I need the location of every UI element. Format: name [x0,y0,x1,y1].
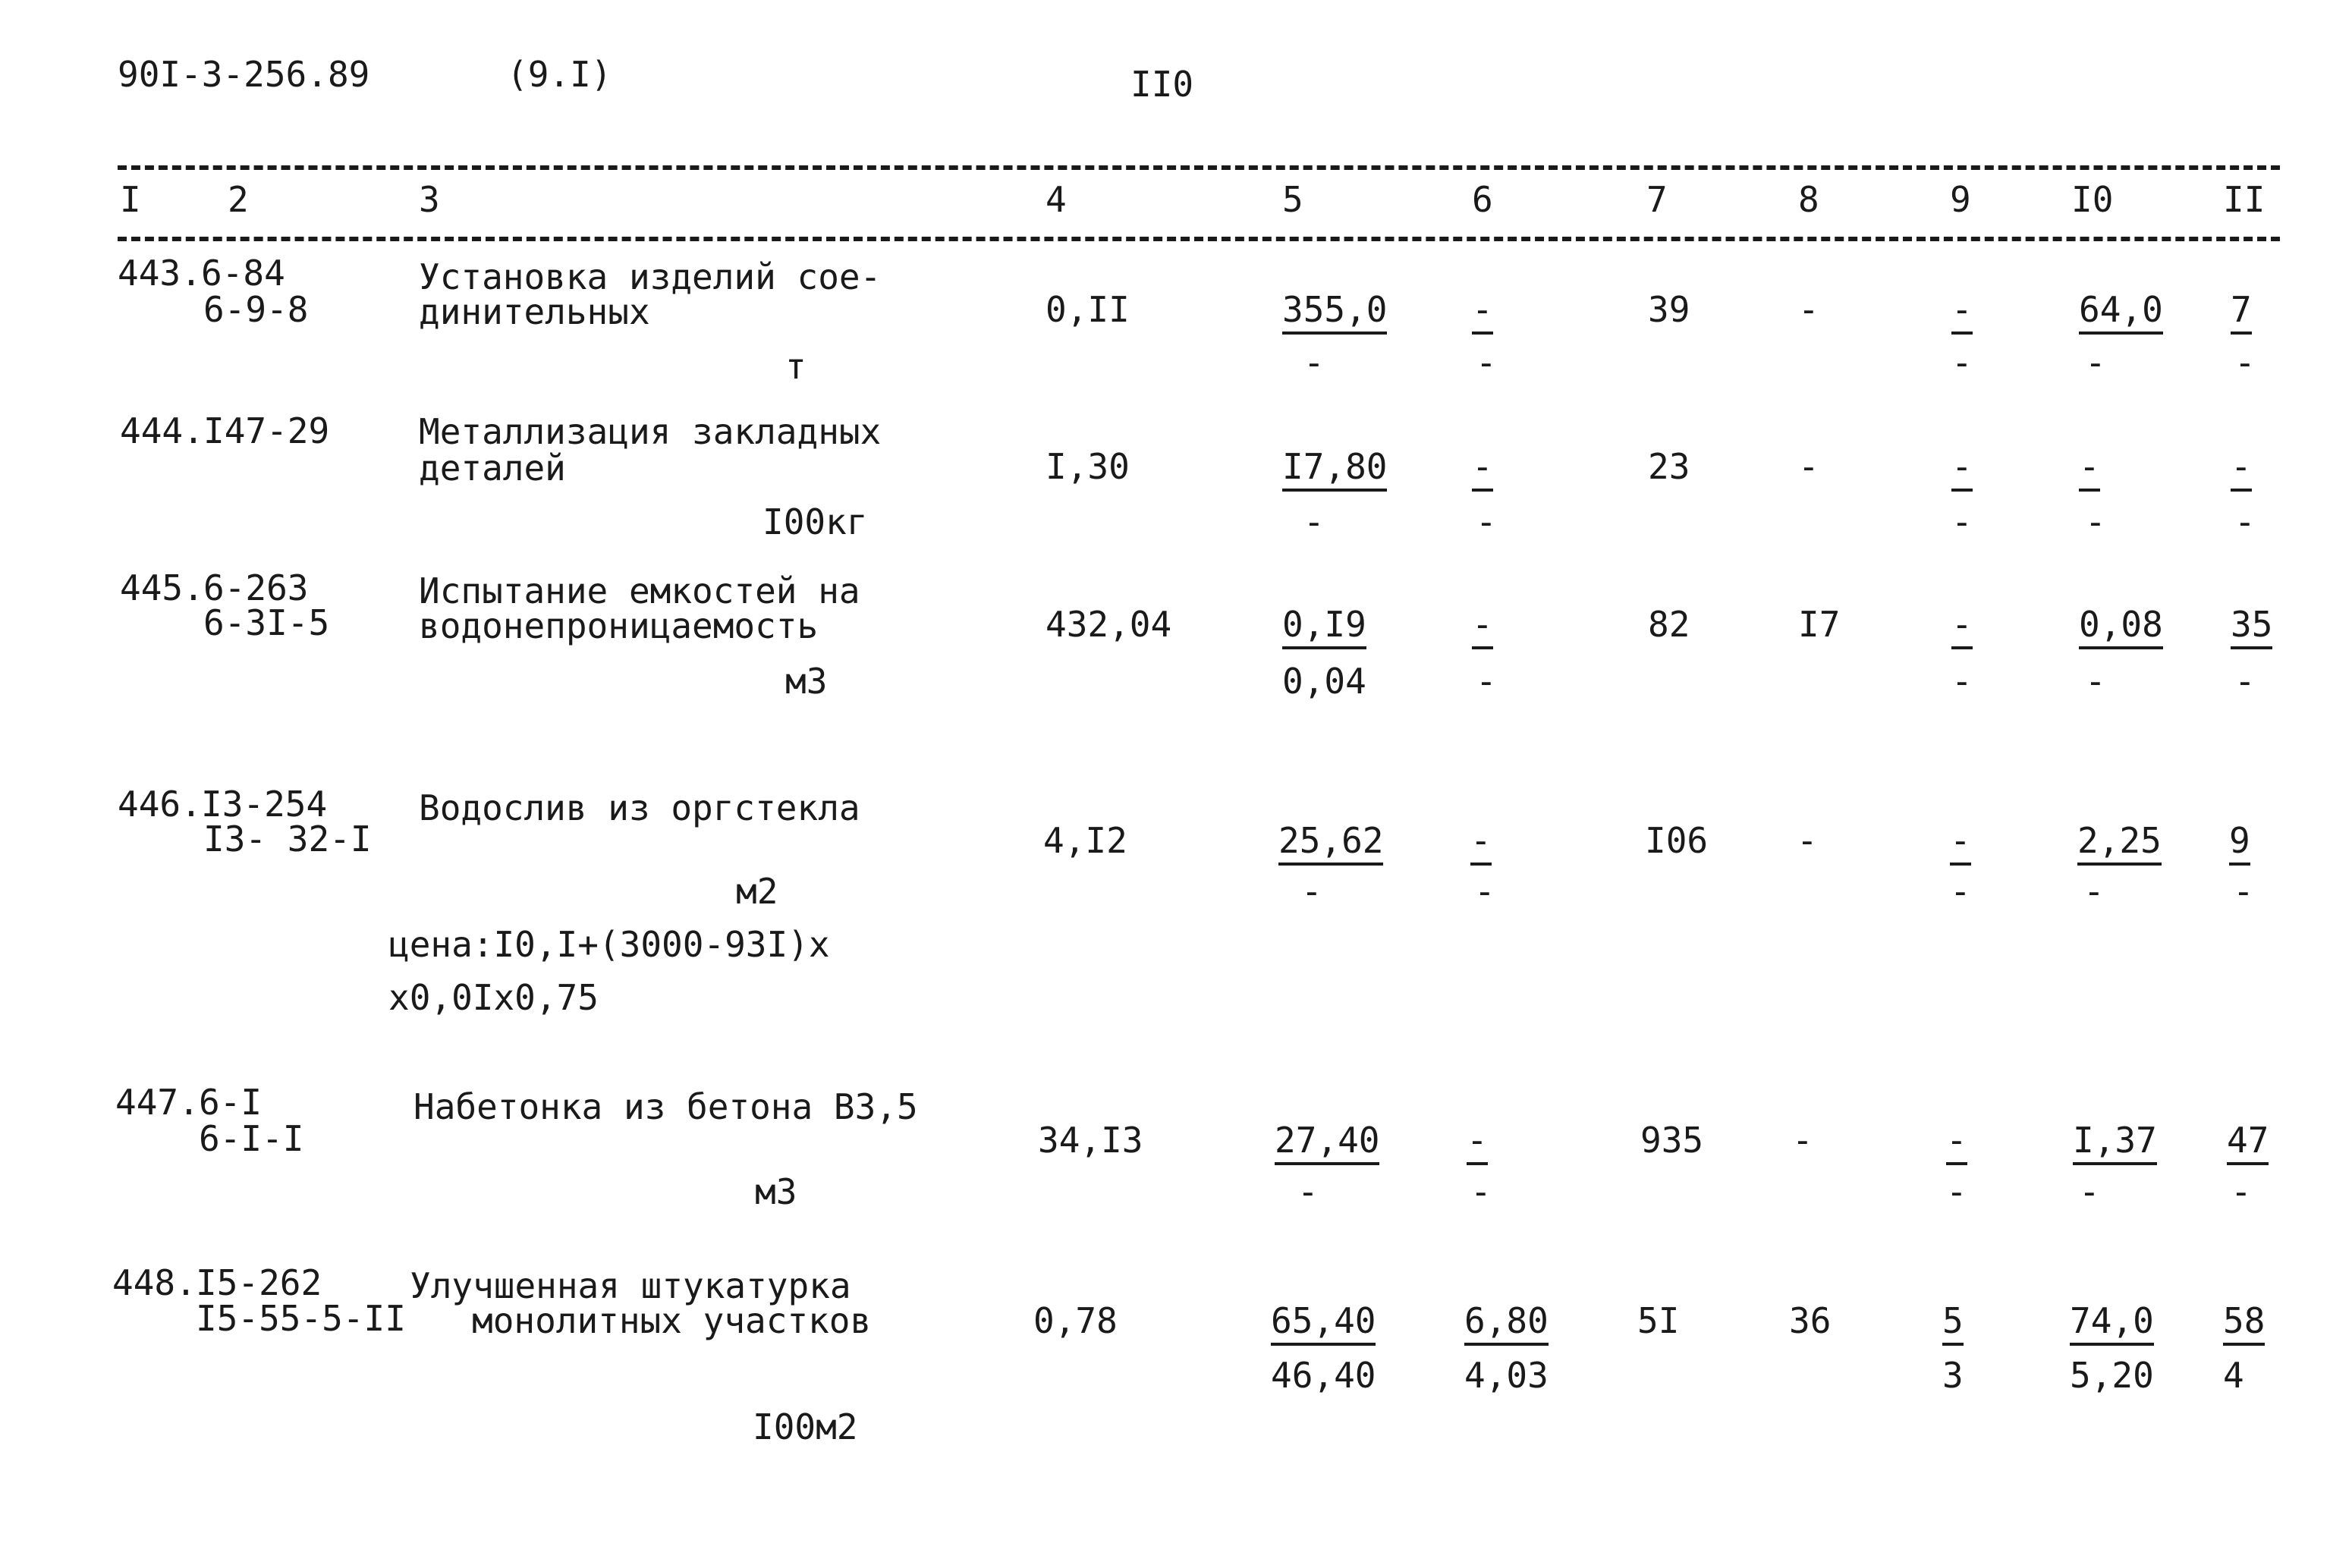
col6-sub: - [1474,871,1495,912]
col7-value: 82 [1648,604,1690,645]
norm-code-sub: 6-3I-5 [203,602,330,643]
col5-value: 65,40 [1271,1303,1376,1346]
col7-value: 5I [1637,1300,1680,1341]
norm-code: 6-I [199,1082,263,1123]
unit-label: м3 [755,1171,797,1212]
col6-sub: - [1476,342,1497,383]
price-note-cont: x0,0Ix0,75 [388,977,599,1018]
col8-value: I7 [1798,604,1841,645]
col5-sub: - [1303,501,1325,542]
column-header-2: 2 [228,179,249,220]
norm-code-sub: I5-55-5-II [196,1298,406,1339]
col6-value: - [1470,823,1492,866]
col10-value: 0,08 [2079,607,2163,649]
col11-value: 9 [2229,823,2250,866]
work-description-cont: монолитных участков [472,1300,872,1341]
work-description: Улучшенная штукатурка [410,1265,851,1306]
col6-value: - [1472,292,1493,335]
quantity: 432,04 [1046,604,1172,645]
col5-sub: 46,40 [1271,1355,1376,1396]
col5-value: I7,80 [1282,449,1387,492]
column-header-6: 6 [1472,179,1493,220]
col10-value: - [2079,449,2100,492]
row-number: 448. [112,1262,197,1303]
column-header-9: 9 [1950,179,1971,220]
col11-value: - [2231,449,2252,492]
col5-sub: - [1301,871,1322,912]
col6-value: - [1472,607,1493,649]
col10-sub: - [2083,871,2105,912]
col9-value: - [1951,607,1973,649]
page-number: II0 [1130,64,1194,105]
document-code: 90I-3-256.89 [118,54,370,95]
col9-sub: - [1951,661,1973,702]
col11-value: 35 [2231,607,2272,649]
col8-value: - [1798,289,1819,330]
norm-code-sub: I3- 32-I [203,819,372,859]
work-description: Испытание емкостей на [419,570,860,611]
quantity: 4,I2 [1043,820,1127,861]
unit-label: I00кг [763,501,868,542]
col11-value: 47 [2227,1123,2269,1165]
col8-value: - [1792,1120,1813,1161]
col7-value: 39 [1648,289,1690,330]
column-header-5: 5 [1282,179,1303,220]
work-description-cont: динительных [419,291,650,332]
col11-sub: - [2234,501,2256,542]
col5-sub: - [1297,1171,1319,1212]
section-number: (9.I) [507,54,612,95]
work-description-cont: водонепроницаемость [419,605,819,646]
quantity: I,30 [1046,446,1130,487]
col9-value: - [1950,823,1971,866]
unit-label: I00м2 [753,1406,858,1447]
row-number: 444. [120,410,204,451]
col6-value: - [1472,449,1493,492]
work-description: Набетонка из бетона В3,5 [413,1086,918,1127]
col10-value: I,37 [2073,1123,2157,1165]
col9-value: - [1946,1123,1967,1165]
col6-value: 6,80 [1464,1303,1549,1346]
price-note: цена:I0,I+(3000-93I)x [388,924,830,965]
work-description-cont: деталей [419,448,566,489]
col10-sub: - [2079,1171,2100,1212]
column-header-4: 4 [1046,179,1067,220]
header-bottom-rule [118,237,2280,241]
col5-value: 0,I9 [1282,607,1366,649]
col11-sub: - [2231,1171,2252,1212]
col10-sub: 5,20 [2070,1355,2154,1396]
col7-value: 935 [1640,1120,1704,1161]
col7-value: I06 [1645,820,1709,861]
norm-code: I5-262 [196,1262,322,1303]
quantity: 0,78 [1033,1300,1118,1341]
work-description: Водослив из оргстекла [419,787,860,828]
header-top-rule [118,165,2280,170]
work-description: Установка изделий сое- [419,256,882,297]
col9-sub: 3 [1942,1355,1964,1396]
column-header-7: 7 [1646,179,1668,220]
col7-value: 23 [1648,446,1690,487]
col6-sub: - [1470,1171,1492,1212]
row-number: 446. [118,784,202,825]
col10-sub: - [2085,501,2106,542]
quantity: 0,II [1046,289,1130,330]
col5-value: 355,0 [1282,292,1387,335]
col11-sub: - [2234,342,2256,383]
col8-value: - [1798,446,1819,487]
column-header-3: 3 [419,179,440,220]
column-header-1: I [120,179,141,220]
col9-value: - [1951,449,1973,492]
col6-sub: - [1476,661,1497,702]
col10-sub: - [2085,342,2106,383]
col10-value: 74,0 [2070,1303,2154,1346]
col11-sub: - [2233,871,2254,912]
col6-sub: 4,03 [1464,1355,1549,1396]
col9-sub: - [1951,342,1973,383]
norm-code: I47-29 [203,410,330,451]
col8-value: 36 [1789,1300,1832,1341]
column-header-11: II [2223,179,2266,220]
work-description: Металлизация закладных [419,411,882,452]
col9-value: 5 [1942,1303,1964,1346]
col11-value: 7 [2231,292,2252,335]
unit-label: м3 [785,661,828,702]
column-header-8: 8 [1798,179,1819,220]
norm-code-sub: 6-9-8 [203,289,309,330]
quantity: 34,I3 [1038,1120,1143,1161]
norm-code: 6-263 [203,567,309,608]
col10-value: 2,25 [2077,823,2162,866]
col9-sub: - [1946,1171,1967,1212]
col9-sub: - [1951,501,1973,542]
col11-value: 58 [2223,1303,2265,1346]
norm-code-sub: 6-I-I [199,1118,304,1159]
col10-sub: - [2085,661,2106,702]
col5-sub: 0,04 [1282,661,1366,702]
row-number: 447. [115,1082,200,1123]
column-header-10: I0 [2071,179,2114,220]
col10-value: 64,0 [2079,292,2163,335]
col6-value: - [1467,1123,1488,1165]
col11-sub: 4 [2223,1355,2244,1396]
row-number: 443. [118,253,202,294]
col9-sub: - [1950,871,1971,912]
col11-sub: - [2234,661,2256,702]
row-number: 445. [120,567,204,608]
col5-value: 27,40 [1275,1123,1379,1165]
col5-value: 25,62 [1278,823,1383,866]
col9-value: - [1951,292,1973,335]
col6-sub: - [1476,501,1497,542]
norm-code: I3-254 [201,784,328,825]
unit-label: т [785,346,807,387]
norm-code: 6-84 [201,253,285,294]
unit-label: м2 [736,871,778,912]
col8-value: - [1797,820,1818,861]
col5-sub: - [1303,342,1325,383]
